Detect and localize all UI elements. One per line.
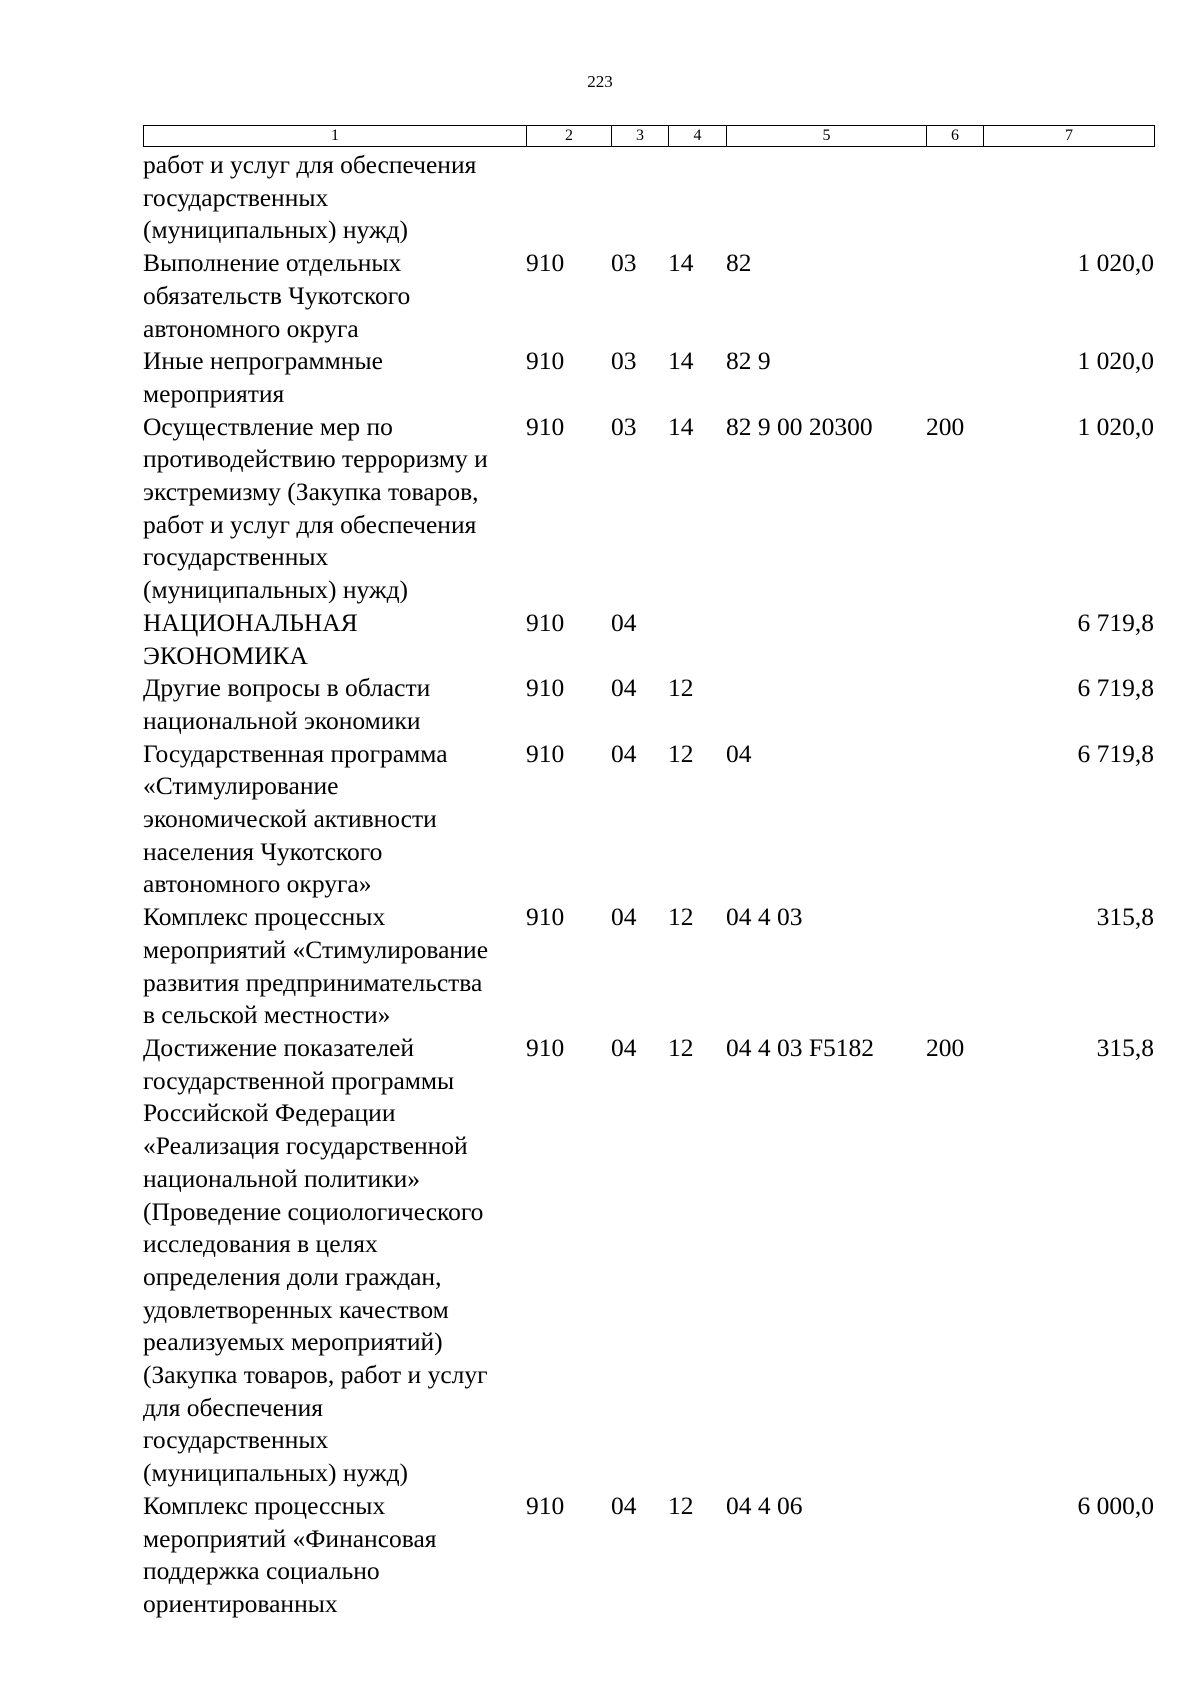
subsection-code: 12 [668,738,694,768]
description-line: государственных [143,542,329,572]
table-row [143,901,1154,1032]
column-number-1: 1 [144,126,527,147]
description-line: удовлетворенных качеством [143,1294,449,1324]
ministry-code: 910 [526,1032,565,1062]
ministry-code: 910 [526,1490,565,1520]
description-line: ЭКОНОМИКА [143,640,308,670]
column-number-6: 6 [927,126,984,147]
description-line: ориентированных [143,1588,338,1618]
description-line: Достижение показателей [143,1032,415,1062]
target-article-code: 04 4 06 [726,1490,803,1520]
description-line: Иные непрограммные [143,346,383,376]
table-row [143,345,1154,410]
description-line: (муниципальных) нужд) [143,215,409,245]
description-line: национальной политики» [143,1163,420,1193]
column-number-3: 3 [612,126,669,147]
expense-type-code [926,1490,983,1621]
target-article-code: 04 [726,738,752,768]
column-number-4: 4 [669,126,727,147]
section-code: 04 [611,902,637,932]
target-article-code: 04 4 03 [726,902,803,932]
description-line: (муниципальных) нужд) [143,575,409,605]
subsection-code: 14 [668,411,694,441]
table-row [143,411,1154,607]
column-number-header [143,125,1155,147]
description-line: для обеспечения [143,1392,323,1422]
description-line: (Закупка товаров, работ и услуг [143,1360,488,1390]
section-code: 04 [611,1032,637,1062]
table-row [143,247,1154,345]
budget-table-body [143,149,1154,1621]
amount: 6 719,8 [1077,673,1154,703]
description-line: (Проведение социологического [143,1196,484,1226]
row-description [143,607,526,672]
row-description [143,247,526,345]
section-code: 04 [611,673,637,703]
row-description [143,738,526,902]
ministry-code: 910 [526,738,565,768]
row-description [143,672,526,737]
table-row [143,672,1154,737]
subsection-code [668,149,726,247]
description-line: НАЦИОНАЛЬНАЯ [143,607,358,637]
expense-type-code: 200 [926,411,965,441]
budget-table [143,149,1154,1621]
table-row [143,1490,1154,1621]
section-code: 04 [611,738,637,768]
table-row [143,1032,1154,1490]
amount: 315,8 [1096,1032,1154,1062]
expense-type-code: 200 [926,1032,965,1062]
amount: 6 000,0 [1077,1490,1154,1520]
description-line: Выполнение отдельных [143,248,402,278]
description-line: Комплекс процессных [143,1490,386,1520]
description-line: противодействию терроризму и [143,444,488,474]
section-code: 03 [611,346,637,376]
table-row [143,738,1154,902]
description-line: населения Чукотского [143,836,383,866]
row-description [143,411,526,607]
amount: 6 719,8 [1077,607,1154,637]
subsection-code: 12 [668,1032,694,1062]
ministry-code: 910 [526,673,565,703]
description-line: национальной экономики [143,705,421,735]
subsection-code: 14 [668,248,694,278]
description-line: государственных [143,1425,329,1455]
description-line: экономической активности [143,804,437,834]
row-description [143,345,526,410]
amount: 1 020,0 [1077,411,1154,441]
target-article-code: 82 9 [726,346,771,376]
ministry-code: 910 [526,346,565,376]
description-line: поддержка социально [143,1556,380,1586]
section-code: 03 [611,248,637,278]
row-description [143,901,526,1032]
description-line: Комплекс процессных [143,902,386,932]
header-row [144,126,1155,147]
row-description [143,1490,526,1621]
expense-type-code [926,607,983,672]
target-article-code [726,672,926,737]
description-line: исследования в целях [143,1229,378,1259]
target-article-code [726,149,926,247]
description-line: (муниципальных) нужд) [143,1458,409,1488]
ministry-code [526,149,611,247]
description-line: реализуемых мероприятий) [143,1327,443,1357]
target-article-code: 82 9 00 20300 [726,411,873,441]
subsection-code: 12 [668,673,694,703]
description-line: мероприятий «Стимулирование [143,934,489,964]
description-line: «Стимулирование [143,771,339,801]
ministry-code: 910 [526,248,565,278]
row-description [143,149,526,247]
subsection-code [668,607,726,672]
subsection-code: 12 [668,902,694,932]
amount [983,149,1154,247]
ministry-code: 910 [526,607,565,637]
section-code: 03 [611,411,637,441]
description-line: экстремизму (Закупка товаров, [143,477,479,507]
amount: 315,8 [1096,902,1154,932]
expense-type-code [926,149,983,247]
amount: 6 719,8 [1077,738,1154,768]
section-code: 04 [611,1490,637,1520]
expense-type-code [926,901,983,1032]
expense-type-code [926,738,983,902]
description-line: автономного округа [143,313,359,343]
description-line: автономного округа» [143,869,372,899]
description-line: определения доли граждан, [143,1261,442,1291]
expense-type-code [926,345,983,410]
ministry-code: 910 [526,902,565,932]
subsection-code: 12 [668,1490,694,1520]
description-line: государственных [143,182,329,212]
description-line: Государственная программа [143,738,448,768]
description-line: мероприятия [143,378,285,408]
description-line: работ и услуг для обеспечения [143,150,477,179]
description-line: Осуществление мер по [143,411,393,441]
target-article-code: 04 4 03 F5182 [726,1032,875,1062]
column-number-5: 5 [727,126,927,147]
description-line: обязательств Чукотского [143,280,411,310]
column-number-2: 2 [527,126,612,147]
column-number-7: 7 [984,126,1155,147]
description-line: Российской Федерации [143,1098,396,1128]
subsection-code: 14 [668,346,694,376]
description-line: работ и услуг для обеспечения [143,509,477,539]
description-line: «Реализация государственной [143,1131,468,1161]
ministry-code: 910 [526,411,565,441]
description-line: развития предпринимательства [143,967,483,997]
row-description [143,1032,526,1490]
expense-type-code [926,672,983,737]
page-number: 223 [587,72,613,91]
table-row [143,149,1154,247]
target-article-code [726,607,926,672]
description-line: государственной программы [143,1065,455,1095]
amount: 1 020,0 [1077,346,1154,376]
target-article-code: 82 [726,248,752,278]
expense-type-code [926,247,983,345]
description-line: в сельской местности» [143,1000,391,1030]
description-line: мероприятий «Финансовая [143,1523,437,1553]
description-line: Другие вопросы в области [143,673,431,703]
table-row [143,607,1154,672]
amount: 1 020,0 [1077,248,1154,278]
section-code: 04 [611,607,637,637]
section-code [611,149,668,247]
